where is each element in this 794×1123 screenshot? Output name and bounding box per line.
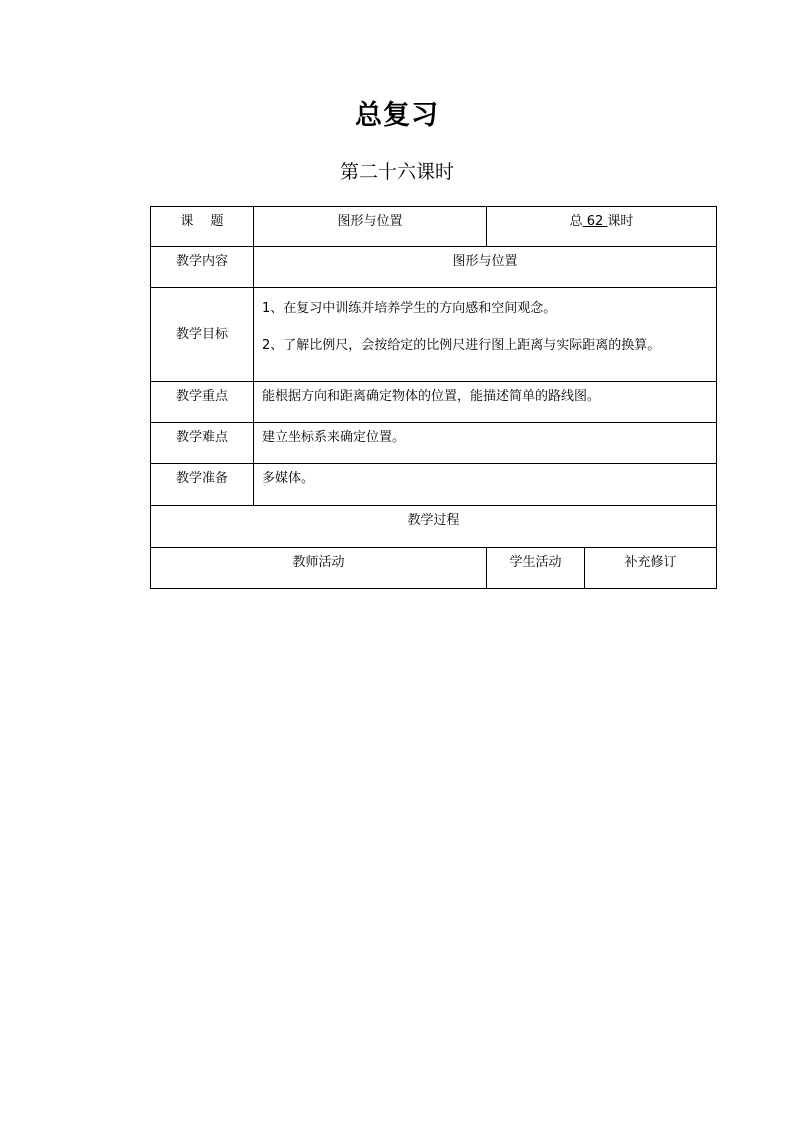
student-activity-header: 学生活动: [487, 548, 585, 589]
content-label: 教学内容: [151, 247, 254, 288]
topic-value: 图形与位置: [254, 207, 487, 247]
total-suffix: 课时: [607, 214, 634, 229]
goals-list: [254, 288, 717, 382]
difficulty-value: 建立坐标系来确定位置。: [254, 423, 717, 464]
topic-label: 课 题: [151, 207, 254, 247]
lesson-number: 第二十六课时: [339, 161, 454, 183]
table-row-activity-headers: [151, 548, 717, 589]
total-lessons: [487, 207, 717, 247]
key-point-value: 能根据方向和距离确定物体的位置，能描述简单的路线图。: [254, 382, 717, 423]
preparation-label: 教学准备: [151, 464, 254, 506]
lesson-plan-table: [150, 206, 717, 589]
difficulty-label: 教学难点: [151, 423, 254, 464]
teacher-activity-header: 教师活动: [151, 548, 487, 589]
total-number: 62: [582, 214, 608, 229]
revision-notes-header: 补充修订: [585, 548, 717, 589]
total-prefix: 总: [569, 214, 583, 229]
key-point-label: 教学重点: [151, 382, 254, 423]
preparation-value: 多媒体。: [254, 464, 717, 506]
table-row-difficulty: [151, 423, 717, 464]
table-row-topic: [151, 207, 717, 247]
page-title: 总复习: [355, 100, 439, 131]
process-heading: 教学过程: [151, 506, 717, 548]
table-row-key-point: [151, 382, 717, 423]
table-row-goals: [151, 288, 717, 382]
goal-item: 2、了解比例尺，会按给定的比例尺进行图上距离与实际距离的换算。: [262, 338, 661, 353]
table-row-content: [151, 247, 717, 288]
table-row-process: [151, 506, 717, 548]
goal-item: 1、在复习中训练并培养学生的方向感和空间观念。: [262, 301, 557, 316]
table-row-preparation: [151, 464, 717, 506]
goals-label: 教学目标: [151, 288, 254, 382]
content-value: 图形与位置: [254, 247, 717, 288]
